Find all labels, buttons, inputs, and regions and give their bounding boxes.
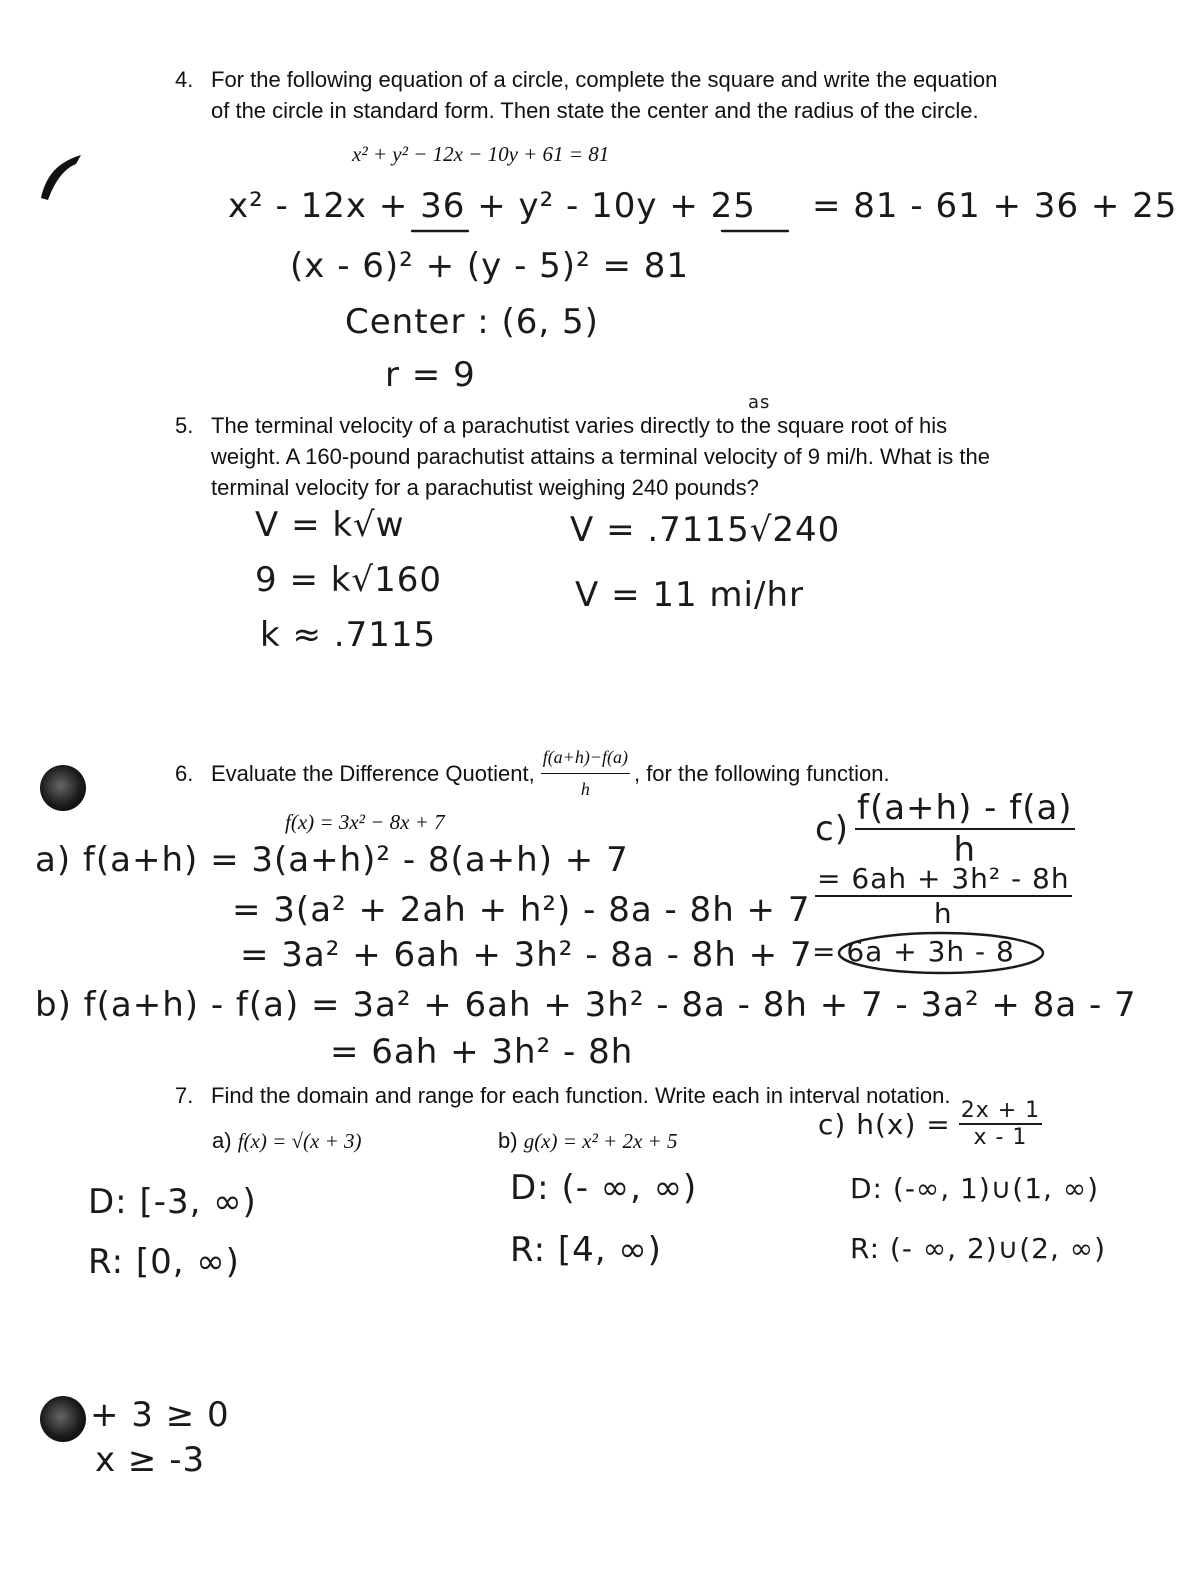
part-c-label: c) [815,809,849,849]
work-right-side: = 81 - 61 + 36 + 25 [812,186,1178,226]
part-c-denominator: h [953,830,977,870]
work-constant: k ≈ .7115 [260,615,437,655]
part-c-domain: D: (-∞, 1)∪(1, ∞) [850,1172,1100,1205]
answer-circle [835,928,1047,978]
part-c-fraction [855,788,1075,870]
part-c-numerator: f(a+h) - f(a) [856,788,1073,828]
blank-underline [720,228,790,234]
work-part-b-line1: b) f(a+h) - f(a) = 3a² + 6ah + 3h² - 8a - 8h + 7 - 3a² + 8a - 7 [35,985,1137,1025]
problem-text-line: For the following equation of a circle, complete the square and write the equation [211,67,998,92]
problem-4-statement [175,64,997,126]
hole-punch-middle [40,765,86,811]
function-definition: f(x) = 3x² − 8x + 7 [285,810,445,834]
blank-underline [410,228,470,234]
part-c-step2-denominator: h [933,897,953,930]
difference-quotient-numerator: f(a+h)−f(a) [541,742,630,774]
side-work-solution: x ≥ -3 [95,1440,206,1480]
problem-number: 7. [175,1083,194,1108]
work-part-a-line1: a) f(a+h) = 3(a+h)² - 8(a+h) + 7 [35,840,629,880]
problem-text-line: terminal velocity for a parachutist weighing 240 pounds? [211,475,759,500]
problem-text: , for the following function. [633,761,890,786]
part-c-step2-numerator: = 6ah + 3h² - 8h [817,862,1070,895]
binder-mark-top [36,150,86,210]
part-b-domain: D: (- ∞, ∞) [510,1168,698,1208]
part-a-range: R: [0, ∞) [88,1242,240,1282]
side-work-inequality: + 3 ≥ 0 [90,1395,230,1435]
work-complete-square-line: x² - 12x + 36 + y² - 10y + 25 [228,186,756,226]
problem-number: 4. [175,67,194,92]
part-c-denominator: x - 1 [973,1125,1028,1150]
work-part-a-line2: = 3(a² + 2ah + h²) - 8a - 8h + 7 [232,890,811,930]
part-b-equation: g(x) = x² + 2x + 5 [523,1129,678,1153]
hole-punch-bottom [40,1396,86,1442]
part-a-label: a) [212,1128,232,1153]
part-a-equation: f(x) = √(x + 3) [237,1129,362,1153]
work-part-a-line3: = 3a² + 6ah + 3h² - 8a - 8h + 7 [240,935,813,975]
work-part-b-line2: = 6ah + 3h² - 8h [330,1032,634,1072]
work-standard-form: (x - 6)² + (y - 5)² = 81 [290,246,690,286]
work-velocity-setup: V = .7115√240 [570,510,841,550]
work-part-c-answer: = 6a + 3h - 8 [812,935,1015,968]
work-variation-formula: V = k√w [255,505,405,545]
work-part-c-step2 [815,862,1072,930]
problem-number: 6. [175,761,194,786]
work-substitute: 9 = k√160 [255,560,442,600]
part-c-numerator: 2x + 1 [960,1098,1041,1123]
handwritten-insert-note: as [748,392,771,413]
problem-text-line: of the circle in standard form. Then state the center and the radius of the circle. [211,98,979,123]
work-center: Center : (6, 5) [345,302,599,342]
problem-text: Evaluate the Difference Quotient, [211,761,535,786]
problem-text-line: Find the domain and range for each function. Write each in interval notation. [211,1083,951,1108]
difference-quotient [541,742,630,805]
difference-quotient-denominator: h [580,779,590,799]
problem-text-line: weight. A 160-pound parachutist attains a terminal velocity of 9 mi/h. What is the [211,444,990,469]
problem-text-line: The terminal velocity of a parachutist varies directly to the square root of his [211,413,948,438]
part-a-function [212,1125,362,1157]
part-b-function [498,1125,677,1157]
part-b-label: b) [498,1128,518,1153]
work-radius: r = 9 [385,355,476,395]
work-part-c [815,788,1075,870]
part-a-domain: D: [-3, ∞) [88,1182,257,1222]
part-c-range: R: (- ∞, 2)∪(2, ∞) [850,1232,1106,1265]
problem-5-statement [175,410,990,503]
circle-equation: x² + y² − 12x − 10y + 61 = 81 [352,142,610,166]
work-velocity-answer: V = 11 mi/hr [575,575,804,615]
part-c-step2-fraction [815,862,1072,930]
part-c-rational [959,1098,1042,1150]
problem-number: 5. [175,413,194,438]
part-c-function [818,1098,1042,1150]
part-c-label: c) h(x) = [818,1107,951,1141]
problem-6-statement [175,742,890,805]
part-b-range: R: [4, ∞) [510,1230,662,1270]
